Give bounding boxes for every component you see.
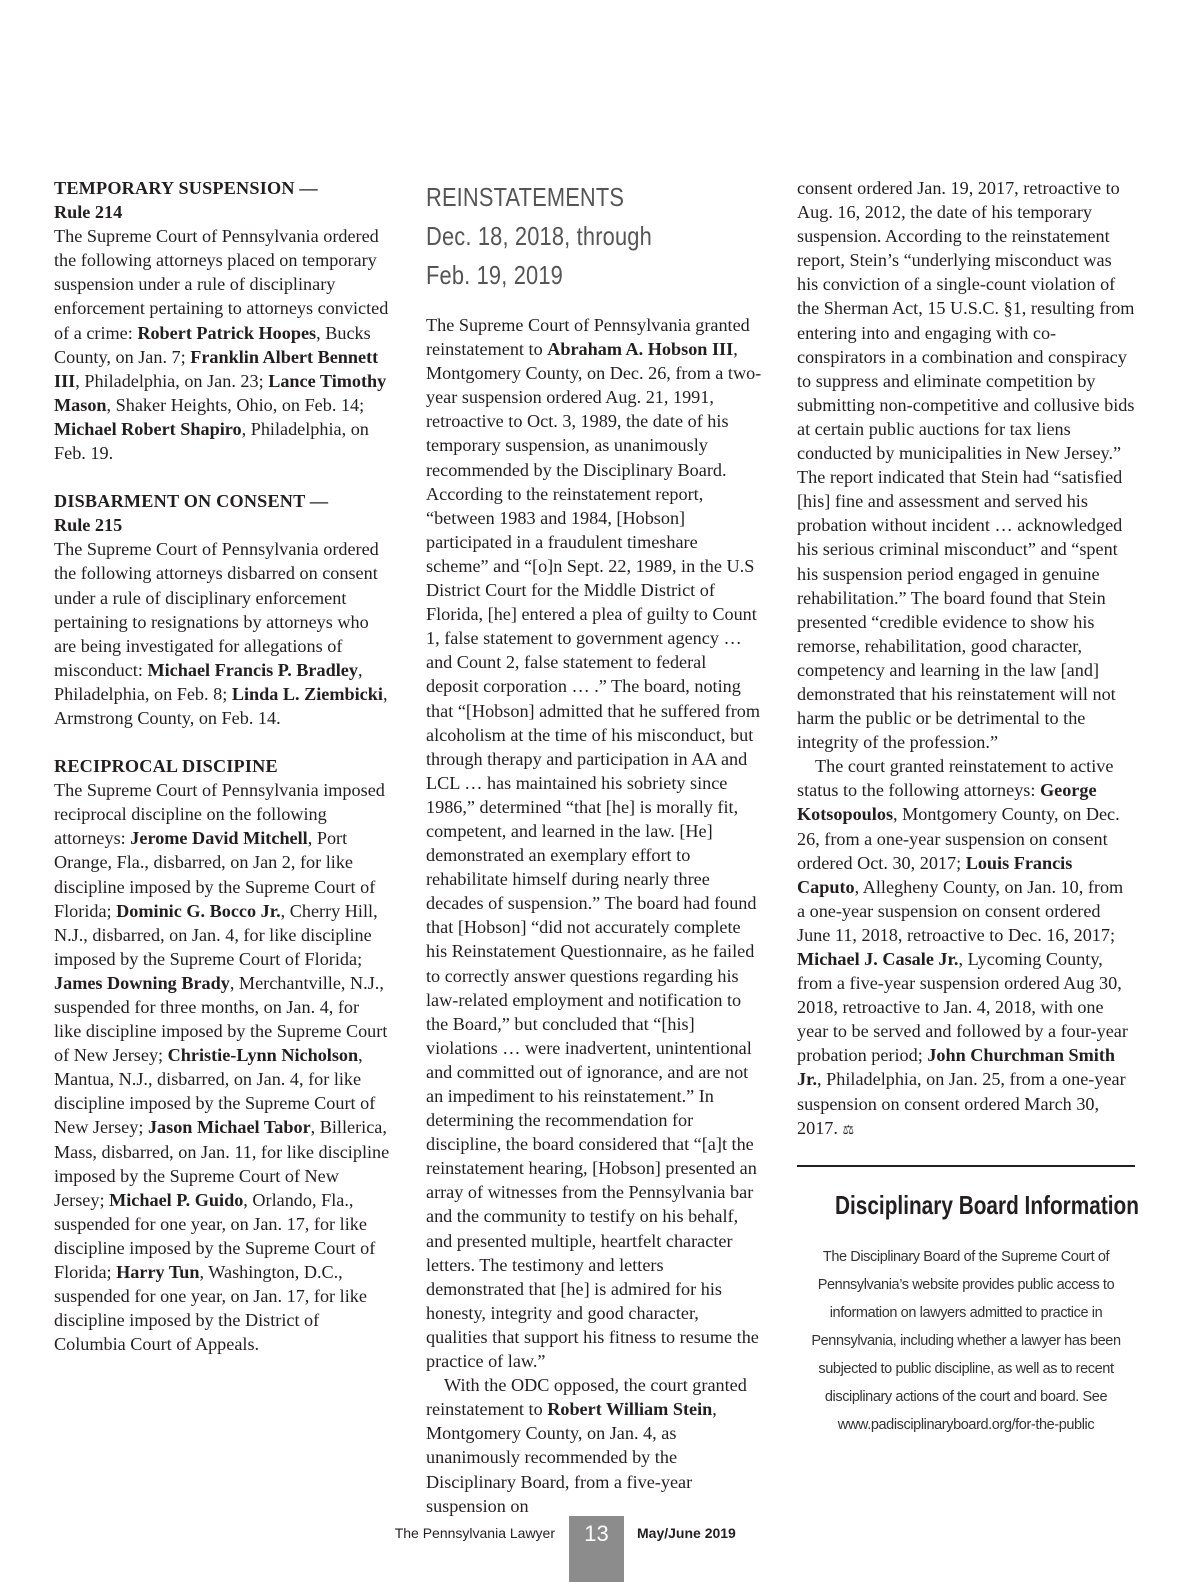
page-footer (0, 1516, 1200, 1582)
active-status-paragraph (797, 754, 1135, 1142)
column-right (797, 176, 1135, 1142)
hobson-paragraph: The Supreme Court of Pennsylvania granted reinstatement to Abraham A. Hobson III, Montgomery County, on Dec. 26, from a two-year suspension ordered Aug. 21, 1991, retroactive to Oct. 3, 1989, the date of his temporary suspension, as unanimously recommended by the Disciplinary Board. According to the reinstatement report, “between 1983 and 1984, [Hobson] participated in a fraudulent timeshare scheme” and “[o]n Sept. 22, 1989, in the U.S District Court for the Middle District of Florida, [he] entered a plea of guilty to Count 1, false statement to government agency … and Count 2, false statement to federal deposit corporation … .” The board, noting that “[Hobson] admitted that he suffered from alcoholism at the time of his misconduct, but through therapy and participation in AA and LCL … has maintained his sobriety since 1986,” determined “that [he] is morally fit, competent, and learned in the law. [He] demonstrated an exemplary effort to rehabilitate himself during nearly three decades of suspension.” The board had found that [Hobson] “did not accurately complete his Reinstatement Questionnaire, as he failed to correctly answer questions regarding his law-related employment and notification to the Board,” but concluded that “[his] violations … were inadvertent, unintentional and committed out of ignorance, and are not an impediment to his reinstatement.” In determining the recommendation for discipline, the board considered that “[a]t the reinstatement hearing, [Hobson] presented an array of witnesses from the Pennsylvania bar and the community to testify on his behalf, and presented multiple, heartfelt character letters. The testimony and letters demonstrated that [he] is admired for his honesty, integrity and good character, qualities that support his fitness to resume the practice of law.” (426, 315, 762, 1372)
infobox-title (797, 1190, 1139, 1221)
heading-line: Dec. 18, 2018, through (426, 221, 652, 251)
stein-continued-paragraph: consent ordered Jan. 19, 2017, retroactive to Aug. 16, 2012, the date of his temporary suspension. According to the reinstatement report, Stein’s “underlying misconduct was his conviction of a single-count violation of the Sherman Act, 15 U.S.C. §1, resulting from entering into and engaging with co-conspirators in a combination and conspiracy to suppress and eliminate competition by submitting non-competitive and collusive bids at certain public auctions for tax liens conducted by municipalities in New Jersey.” The report indicated that Stein had “satisfied [his] fine and assessment and served his probation without incident … acknowledged his serious criminal misconduct” and “spent his suspension period engaged in genuine rehabilitation.” The board found that Stein presented “credible evidence to show his remorse, rehabilitation, good character, competency and learning in the law [and] demonstrated that his reinstatement will not harm the public or be detrimental to the integrity of the profession.” (797, 178, 1135, 753)
stein-paragraph: With the ODC opposed, the court granted reinstatement to Robert William Stein, Montgomery County, on Jan. 4, as unanimously recommended by the Disciplinary Board, from a five-year suspension on (426, 1375, 747, 1516)
heading-line: Feb. 19, 2019 (426, 260, 563, 290)
column-middle (426, 176, 762, 1518)
disbarment-section (54, 489, 390, 730)
section-heading: TEMPORARY SUSPENSION — (54, 178, 318, 198)
section-body: The Supreme Court of Pennsylvania imposed reciprocal discipline on the following attorneys: Jerome David Mitchell, Port Orange, Fla., disbarred, on Jan 2, for like discipline imposed by the Supreme Court of Florida; Dominic G. Bocco Jr., Cherry Hill, N.J., disbarred, on Jan. 4, for like discipline imposed by the Supreme Court of Florida; James Downing Brady, Merchantville, N.J., suspended for three months, on Jan. 4, for like discipline imposed by the Supreme Court of New Jersey; Christie-Lynn Nicholson, Mantua, N.J., disbarred, on Jan. 4, for like discipline imposed by the Supreme Court of New Jersey; Jason Michael Tabor, Billerica, Mass, disbarred, on Jan. 11, for like discipline imposed by the Supreme Court of New Jersey; Michael P. Guido, Orlando, Fla., suspended for one year, on Jan. 17, for like discipline imposed by the Supreme Court of Florida; Harry Tun, Washington, D.C., suspended for one year, on Jan. 17, for like discipline imposed by the District of Columbia Court of Appeals. (54, 780, 390, 1355)
issue-date: May/June 2019 (637, 1525, 736, 1541)
reinstatements-heading (426, 178, 762, 295)
reciprocal-discipline-section (54, 754, 390, 1356)
infobox-title-text: Disciplinary Board Information (834, 1190, 1139, 1220)
section-body: The Supreme Court of Pennsylvania ordered the following attorneys disbarred on consent under a rule of disciplinary enforcement pertaining to resignations by attorneys who are being investigated for allegations of misconduct: Michael Francis P. Bradley, Philadelphia, on Feb. 8; Linda L. Ziembicki, Armstrong County, on Feb. 14. (54, 539, 388, 728)
section-heading: RECIPROCAL DISCIPINE (54, 756, 278, 777)
end-mark-icon: ⚖ (842, 1121, 855, 1137)
column-left (54, 176, 390, 1380)
section-heading: DISBARMENT ON CONSENT — (54, 491, 329, 512)
heading-line: REINSTATEMENTS (426, 182, 625, 212)
publication-name: The Pennsylvania Lawyer (394, 1525, 555, 1541)
section-body: The Supreme Court of Pennsylvania ordered the following attorneys placed on temporary suspension under a rule of disciplinary enforcement pertaining to attorneys convicted of a crime: Robert Patrick Hoopes, Bucks County, on Jan. 7; Franklin Albert Bennett III, Philadelphia, on Jan. 23; Lance Timothy Mason, Shaker Heights, Ohio, on Feb. 14; Michael Robert Shapiro, Philadelphia, on Feb. 19. (54, 226, 389, 464)
page-number: 13 (569, 1516, 624, 1582)
section-rule: Rule 214 (54, 202, 123, 223)
divider (797, 1165, 1135, 1167)
paragraph-text: The court granted reinstatement to active status to the following attorneys: George Kotsopoulos, Montgomery County, on Dec. 26, from a one-year suspension on consent ordered Oct. 30, 2017; Louis Francis Caputo, Allegheny County, on Jan. 10, from a one-year suspension on consent ordered June 11, 2018, retroactive to Dec. 16, 2017; Michael J. Casale Jr., Lycoming County, from a five-year suspension ordered Aug 30, 2018, retroactive to Jan. 4, 2018, with one year to be served and followed by a four-year probation period; John Churchman Smith Jr., Philadelphia, on Jan. 25, from a one-year suspension on consent ordered March 30, 2017. (797, 756, 1128, 1138)
section-rule: Rule 215 (54, 515, 123, 536)
infobox-text: The Disciplinary Board of the Supreme Court of Pennsylvania’s website provides public access to information on lawyers admitted to practice in Pennsylvania, including whether a lawyer has been subjected to public discipline, as well as to recent disciplinary actions of the court and board. See www.padisciplinaryboard.org/for-the-public (811, 1249, 1121, 1433)
temporary-suspension-section (54, 176, 390, 465)
